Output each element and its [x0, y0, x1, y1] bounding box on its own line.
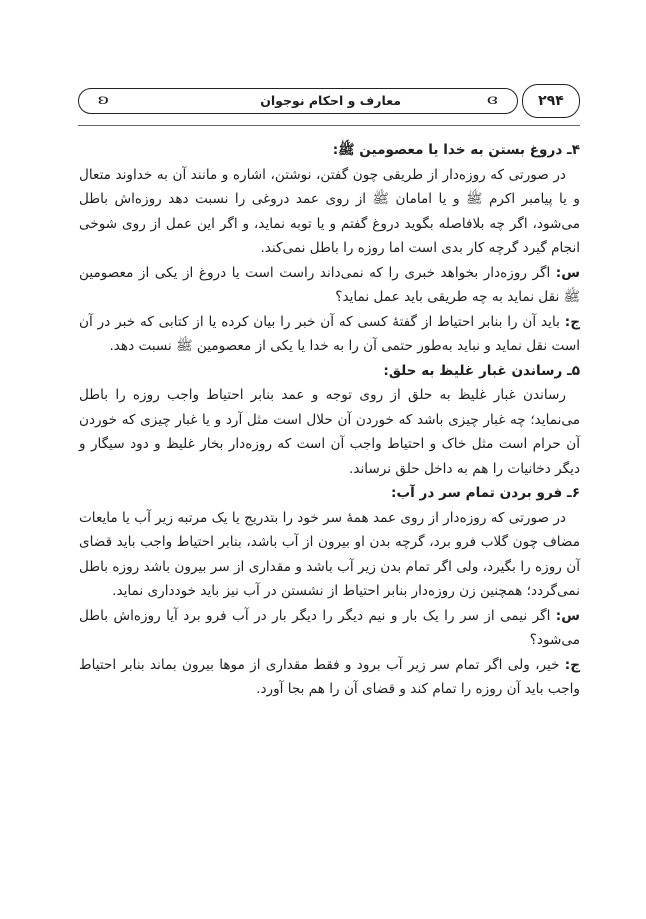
answer-paragraph	[79, 310, 580, 359]
answer-label: ج:	[564, 656, 580, 673]
body-paragraph: در صورتی که روزه‌دار از روی عمد همهٔ سر خود را بتدریج یا یک مرتبه زیر آب یا مایعات مضاف چون گلاب فرو برد، گرچه بدن او بیرون از آب باشد، بنابر احتیاط واجب باید قضای آن روزه را بگیرد، ولی اگر تمام بدن زیر آب باشد و مقداری از سر بیرون باشد روزه باطل نمی‌گردد؛ همچنین زن روزه‌دار بنابر احتیاط از نشستن در آب نیز باید خودداری نماید.	[79, 509, 580, 599]
ornament-right-icon: ɞ	[487, 92, 499, 108]
section-heading: ۵ـ رساندن غبار غلیظ به حلق:	[383, 362, 580, 379]
qa-text: خیر، ولی اگر تمام سر زیر آب برود و فقط مقداری از موها بیرون بماند بنابر احتیاط واجب باید آن روزه را تمام کند و قضای آن را هم بجا آورد.	[79, 656, 580, 697]
header-title-bar	[78, 88, 518, 114]
qa-text: باید آن را بنابر احتیاط از گفتهٔ کسی که آن خبر را بیان کرده یا از کتابی که خبر در آن است نقل نماید و نباید به‌طور حتمی آن را به خدا یا یکی از معصومین ﷺ نسبت دهد.	[79, 313, 580, 354]
section-heading: ۶ـ فرو بردن تمام سر در آب:	[391, 485, 580, 501]
section-heading: ۴ـ دروغ بستن به خدا یا معصومین ﷺ:	[332, 142, 580, 158]
body-paragraph: رساندن غبار غلیظ به حلق از روی توجه و عمد بنابر احتیاط واجب روزه را باطل می‌نماید؛ چه غبار چیزی باشد که خوردن آن حلال است مثل آرد و یا غبار چیزی که خوردن آن حرام است مثل خاک و احتیاط واجب آن است که روزه‌دار بخار غلیظ و دود سیگار و دیگر دخانیات را هم به داخل حلق نرساند.	[79, 387, 580, 477]
running-title: معارف و احکام نوجوان	[260, 93, 401, 108]
page-body	[79, 138, 580, 702]
ornament-left-icon: ɞ	[97, 92, 109, 108]
question-paragraph	[79, 604, 580, 653]
question-label: س:	[555, 607, 580, 624]
body-paragraph: در صورتی که روزه‌دار از طریقی چون گفتن، نوشتن، اشاره و مانند آن به خداوند متعال و یا پیامبر اکرم ﷺ و یا امامان ﷺ از روی عمد دروغی را نسبت دهد روزه‌اش باطل می‌شود، اگر چه بلافاصله بگوید دروغ گفتم و یا توبه نماید، و اگر این عمل از روی شوخی انجام گیرد گرچه کار بدی است اما روزه را باطل نمی‌کند.	[79, 166, 580, 256]
header-rule	[78, 125, 580, 126]
answer-paragraph	[79, 653, 580, 702]
page-header	[78, 84, 580, 118]
page-number: ۲۹۴	[522, 84, 580, 118]
qa-text: اگر روزه‌دار بخواهد خبری را که نمی‌داند راست است یا دروغ از یکی از معصومین ﷺ نقل نماید به چه طریقی باید عمل نماید؟	[79, 264, 580, 305]
qa-text: اگر نیمی از سر را یک بار و نیم دیگر را دیگر بار در آب فرو برد آیا روزه‌اش باطل می‌شود؟	[79, 607, 580, 648]
question-paragraph	[79, 261, 580, 310]
answer-label: ج:	[564, 313, 580, 330]
question-label: س:	[555, 264, 580, 281]
